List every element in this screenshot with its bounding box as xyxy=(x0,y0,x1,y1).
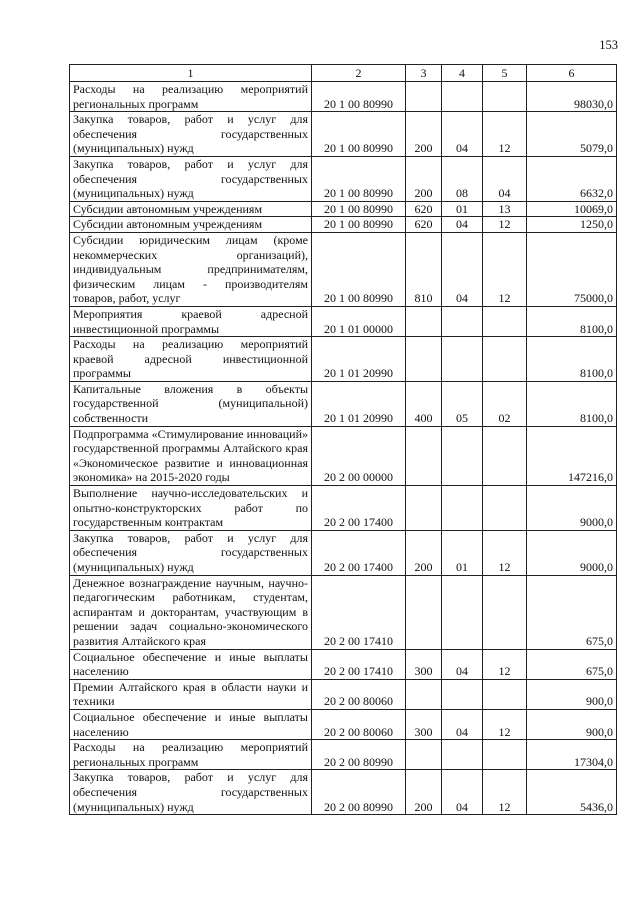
cell-name: Социальное обеспечение и иные выплаты населению xyxy=(70,709,312,739)
cell-pr: 13 xyxy=(483,201,527,217)
cell-sum: 147216,0 xyxy=(527,426,617,485)
table-row xyxy=(70,709,617,739)
cell-pr xyxy=(483,82,527,112)
cell-vr: 300 xyxy=(406,709,442,739)
cell-rz: 08 xyxy=(442,156,483,201)
cell-vr: 810 xyxy=(406,232,442,306)
cell-rz xyxy=(442,337,483,382)
cell-vr: 620 xyxy=(406,217,442,233)
cell-pr xyxy=(483,486,527,531)
cell-sum: 9000,0 xyxy=(527,486,617,531)
cell-vr: 200 xyxy=(406,770,442,815)
cell-pr xyxy=(483,426,527,485)
cell-code: 20 1 00 80990 xyxy=(312,156,406,201)
cell-vr xyxy=(406,426,442,485)
cell-vr xyxy=(406,486,442,531)
table-row xyxy=(70,112,617,157)
cell-pr xyxy=(483,575,527,649)
cell-sum: 10069,0 xyxy=(527,201,617,217)
cell-vr: 400 xyxy=(406,381,442,426)
cell-code: 20 1 00 80990 xyxy=(312,112,406,157)
table-row xyxy=(70,337,617,382)
cell-rz xyxy=(442,306,483,336)
table-row xyxy=(70,232,617,306)
cell-sum: 8100,0 xyxy=(527,306,617,336)
cell-pr xyxy=(483,337,527,382)
cell-rz xyxy=(442,575,483,649)
table-row xyxy=(70,82,617,112)
cell-name: Закупка товаров, работ и услуг для обеспечения государственных (муниципальных) нужд xyxy=(70,530,312,575)
cell-rz: 04 xyxy=(442,217,483,233)
table-row xyxy=(70,426,617,485)
cell-name: Закупка товаров, работ и услуг для обеспечения государственных (муниципальных) нужд xyxy=(70,156,312,201)
cell-vr xyxy=(406,82,442,112)
header-col-sum: 6 xyxy=(527,65,617,82)
cell-pr: 12 xyxy=(483,232,527,306)
cell-vr xyxy=(406,740,442,770)
cell-sum: 75000,0 xyxy=(527,232,617,306)
cell-pr xyxy=(483,740,527,770)
cell-rz xyxy=(442,740,483,770)
cell-name: Закупка товаров, работ и услуг для обеспечения государственных (муниципальных) нужд xyxy=(70,770,312,815)
cell-vr: 200 xyxy=(406,530,442,575)
cell-sum: 675,0 xyxy=(527,649,617,679)
cell-name: Субсидии автономным учреждениям xyxy=(70,217,312,233)
header-row xyxy=(70,65,617,82)
cell-sum: 675,0 xyxy=(527,575,617,649)
cell-code: 20 1 00 80990 xyxy=(312,232,406,306)
budget-table xyxy=(69,64,617,815)
cell-pr: 12 xyxy=(483,112,527,157)
cell-name: Субсидии юридическим лицам (кроме некоммерческих организаций), индивидуальным предпринимателям, физическим лицам - производителям товаров, работ, услуг xyxy=(70,232,312,306)
cell-code: 20 1 01 00000 xyxy=(312,306,406,336)
cell-vr: 300 xyxy=(406,649,442,679)
page-number: 153 xyxy=(599,38,618,52)
cell-name: Денежное вознаграждение научным, научно-педагогическим работникам, студентам, аспирантам и докторантам, участвующим в решении задач социально-экономического развития Алтайского края xyxy=(70,575,312,649)
cell-sum: 5079,0 xyxy=(527,112,617,157)
cell-vr: 200 xyxy=(406,156,442,201)
cell-pr: 12 xyxy=(483,530,527,575)
cell-code: 20 2 00 17400 xyxy=(312,530,406,575)
cell-rz: 04 xyxy=(442,649,483,679)
cell-name: Закупка товаров, работ и услуг для обеспечения государственных (муниципальных) нужд xyxy=(70,112,312,157)
cell-code: 20 2 00 80990 xyxy=(312,740,406,770)
cell-name: Премии Алтайского края в области науки и техники xyxy=(70,679,312,709)
table-row xyxy=(70,575,617,649)
table-row xyxy=(70,156,617,201)
cell-rz xyxy=(442,679,483,709)
cell-name: Капитальные вложения в объекты государственной (муниципальной) собственности xyxy=(70,381,312,426)
cell-rz: 04 xyxy=(442,232,483,306)
cell-rz: 01 xyxy=(442,201,483,217)
cell-pr xyxy=(483,679,527,709)
cell-rz xyxy=(442,486,483,531)
table-row xyxy=(70,306,617,336)
cell-name: Расходы на реализацию мероприятий региональных программ xyxy=(70,740,312,770)
cell-name: Расходы на реализацию мероприятий краевой адресной инвестиционной программы xyxy=(70,337,312,382)
header-col-code: 2 xyxy=(312,65,406,82)
cell-vr xyxy=(406,306,442,336)
cell-code: 20 1 00 80990 xyxy=(312,217,406,233)
cell-code: 20 2 00 17410 xyxy=(312,649,406,679)
cell-pr: 12 xyxy=(483,770,527,815)
cell-name: Мероприятия краевой адресной инвестиционной программы xyxy=(70,306,312,336)
cell-sum: 900,0 xyxy=(527,709,617,739)
table-row xyxy=(70,649,617,679)
cell-vr xyxy=(406,575,442,649)
cell-sum: 8100,0 xyxy=(527,337,617,382)
cell-sum: 8100,0 xyxy=(527,381,617,426)
cell-vr: 200 xyxy=(406,112,442,157)
cell-sum: 900,0 xyxy=(527,679,617,709)
table-row xyxy=(70,217,617,233)
cell-pr: 02 xyxy=(483,381,527,426)
table-row xyxy=(70,679,617,709)
cell-name: Социальное обеспечение и иные выплаты населению xyxy=(70,649,312,679)
header-col-rz: 4 xyxy=(442,65,483,82)
table-row xyxy=(70,486,617,531)
header-col-pr: 5 xyxy=(483,65,527,82)
header-col-name: 1 xyxy=(70,65,312,82)
table-row xyxy=(70,740,617,770)
header-col-vr: 3 xyxy=(406,65,442,82)
cell-name: Расходы на реализацию мероприятий региональных программ xyxy=(70,82,312,112)
table-row xyxy=(70,381,617,426)
cell-code: 20 2 00 17410 xyxy=(312,575,406,649)
cell-code: 20 2 00 00000 xyxy=(312,426,406,485)
cell-rz xyxy=(442,82,483,112)
cell-name: Субсидии автономным учреждениям xyxy=(70,201,312,217)
cell-name: Выполнение научно-исследовательских и опытно-конструкторских работ по государственным контрактам xyxy=(70,486,312,531)
cell-vr xyxy=(406,679,442,709)
cell-code: 20 1 01 20990 xyxy=(312,381,406,426)
cell-rz: 04 xyxy=(442,770,483,815)
cell-rz: 04 xyxy=(442,112,483,157)
cell-sum: 17304,0 xyxy=(527,740,617,770)
cell-sum: 98030,0 xyxy=(527,82,617,112)
cell-code: 20 2 00 17400 xyxy=(312,486,406,531)
cell-code: 20 2 00 80990 xyxy=(312,770,406,815)
cell-code: 20 1 01 20990 xyxy=(312,337,406,382)
cell-pr: 04 xyxy=(483,156,527,201)
cell-sum: 1250,0 xyxy=(527,217,617,233)
cell-pr: 12 xyxy=(483,217,527,233)
cell-code: 20 2 00 80060 xyxy=(312,679,406,709)
cell-rz: 05 xyxy=(442,381,483,426)
cell-sum: 9000,0 xyxy=(527,530,617,575)
table-row xyxy=(70,770,617,815)
cell-rz xyxy=(442,426,483,485)
cell-rz: 04 xyxy=(442,709,483,739)
cell-pr: 12 xyxy=(483,649,527,679)
cell-code: 20 1 00 80990 xyxy=(312,82,406,112)
cell-code: 20 1 00 80990 xyxy=(312,201,406,217)
cell-name: Подпрограмма «Стимулирование инноваций» государственной программы Алтайского края «Экономическое развитие и инновационная экономика» на 2015-2020 годы xyxy=(70,426,312,485)
table-row xyxy=(70,201,617,217)
cell-code: 20 2 00 80060 xyxy=(312,709,406,739)
cell-sum: 6632,0 xyxy=(527,156,617,201)
cell-pr: 12 xyxy=(483,709,527,739)
cell-pr xyxy=(483,306,527,336)
cell-vr: 620 xyxy=(406,201,442,217)
cell-sum: 5436,0 xyxy=(527,770,617,815)
table-row xyxy=(70,530,617,575)
cell-vr xyxy=(406,337,442,382)
cell-rz: 01 xyxy=(442,530,483,575)
